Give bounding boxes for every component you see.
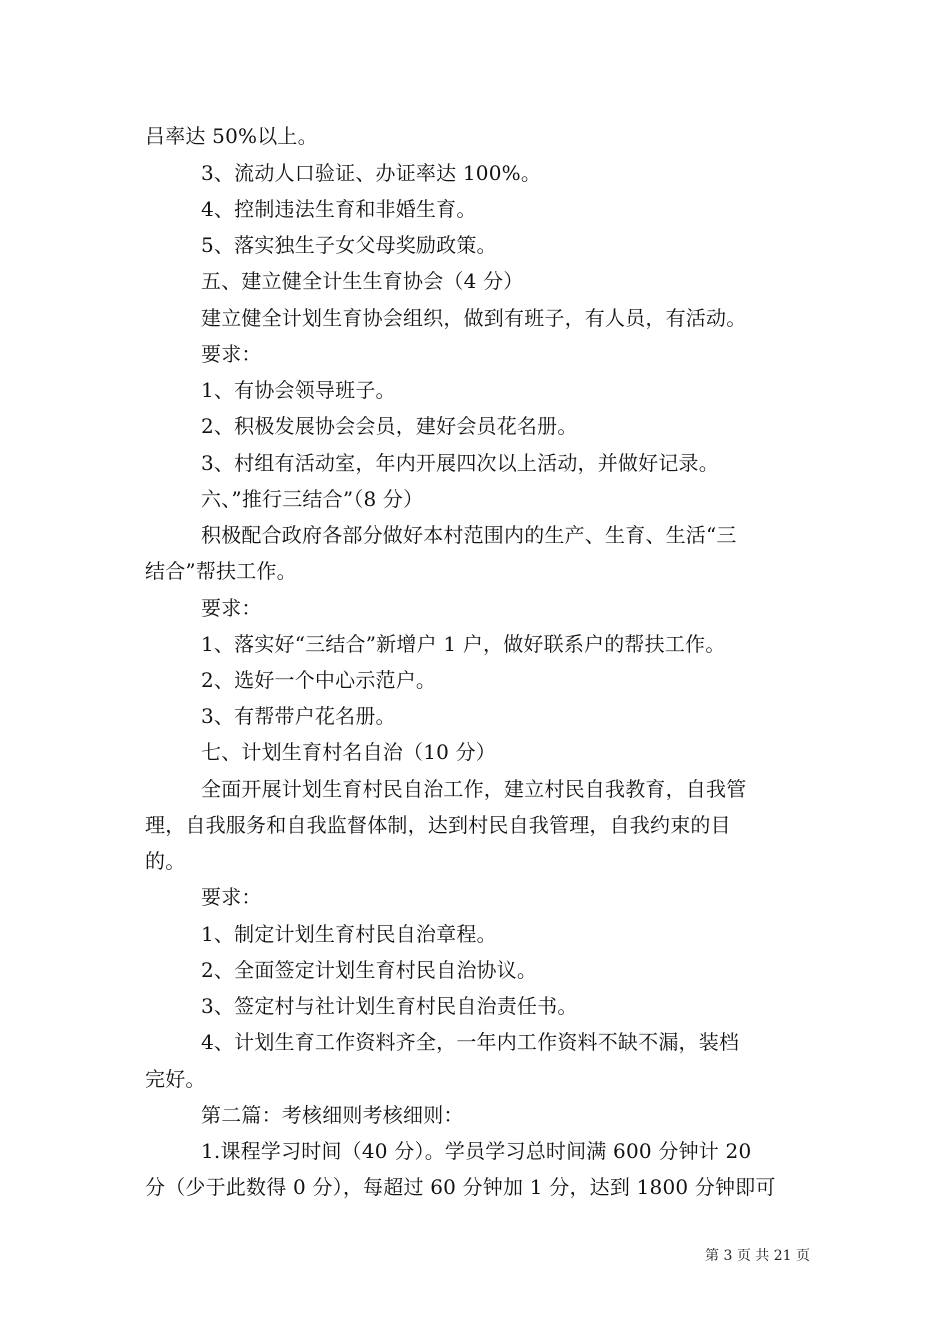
text-line: 要求： <box>201 342 262 366</box>
text-line: 全面开展计划生育村民自治工作，建立村民自我教育，自我管 <box>201 777 747 801</box>
text-line: 2、选好一个中心示范户。 <box>201 668 437 692</box>
page-number-footer: 第 3 页 共 21 页 <box>705 1248 810 1264</box>
text-line: 3、签定村与社计划生育村民自治责任书。 <box>201 994 578 1018</box>
text-line: 4、控制违法生育和非婚生育。 <box>201 197 477 221</box>
text-line: 1、制定计划生育村民自治章程。 <box>201 922 497 946</box>
text-line: 要求： <box>201 885 262 909</box>
text-line: 吕率达 50%以上。 <box>145 124 318 148</box>
text-line: 的。 <box>145 849 186 873</box>
text-line: 建立健全计划生育协会组织，做到有班子，有人员，有活动。 <box>201 306 747 330</box>
text-line: 2、积极发展协会会员，建好会员花名册。 <box>201 414 578 438</box>
text-line: 1、落实好“三结合”新增户 1 户，做好联系户的帮扶工作。 <box>201 632 726 656</box>
text-line: 结合”帮扶工作。 <box>145 559 297 583</box>
text-line: 3、村组有活动室，年内开展四次以上活动，并做好记录。 <box>201 451 719 475</box>
text-line: 3、有帮带户花名册。 <box>201 704 396 728</box>
section-heading: 第二篇：考核细则考核细则： <box>201 1103 464 1127</box>
text-line: 2、全面签定计划生育村民自治协议。 <box>201 958 538 982</box>
section-heading: 六、”推行三结合”（8 分） <box>201 487 424 511</box>
text-line: 要求： <box>201 596 262 620</box>
text-line: 理，自我服务和自我监督体制，达到村民自我管理，自我约束的目 <box>145 813 731 837</box>
text-line: 5、落实独生子女父母奖励政策。 <box>201 233 497 257</box>
text-line: 1.课程学习时间（40 分）。学员学习总时间满 600 分钟计 20 <box>201 1139 752 1163</box>
text-line: 积极配合政府各部分做好本村范围内的生产、生育、生活“三 <box>201 523 737 547</box>
text-line: 1、有协会领导班子。 <box>201 378 396 402</box>
text-line: 3、流动人口验证、办证率达 100%。 <box>201 161 542 185</box>
section-heading: 七、计划生育村名自治（10 分） <box>201 740 497 764</box>
text-line: 分（少于此数得 0 分），每超过 60 分钟加 1 分，达到 1800 分钟即可 <box>145 1175 776 1199</box>
section-heading: 五、建立健全计生生育协会（4 分） <box>201 269 524 293</box>
text-line: 完好。 <box>145 1067 206 1091</box>
text-line: 4、计划生育工作资料齐全，一年内工作资料不缺不漏，装档 <box>201 1030 740 1054</box>
